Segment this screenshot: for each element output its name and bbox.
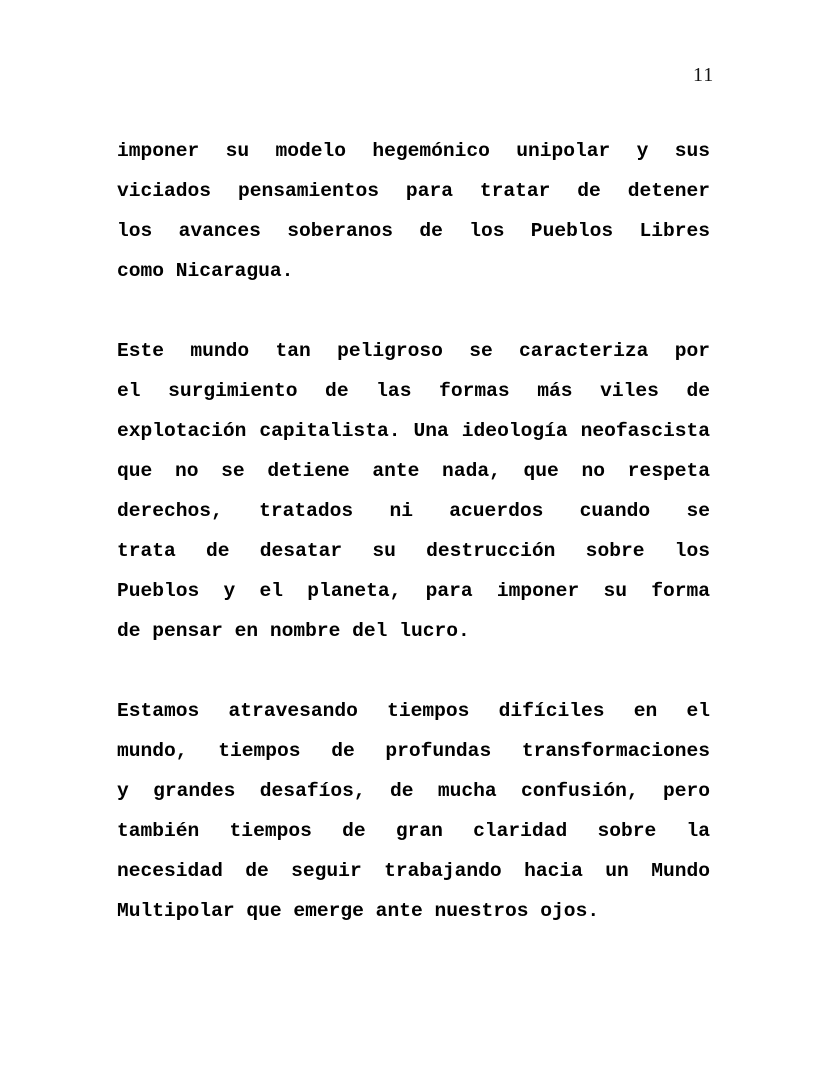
text-line: Multipolar que emerge ante nuestros ojos. bbox=[117, 900, 600, 922]
text-line: explotación capitalista. Una ideología neofascista bbox=[117, 420, 710, 442]
paragraph-3 bbox=[117, 691, 710, 931]
text-line: que no se detiene ante nada, que no respeta bbox=[117, 460, 710, 482]
text-line: el surgimiento de las formas más viles de bbox=[117, 380, 710, 402]
text-block bbox=[117, 131, 710, 971]
text-line: imponer su modelo hegemónico unipolar y sus bbox=[117, 140, 710, 162]
page-number: 11 bbox=[693, 64, 715, 86]
text-line: necesidad de seguir trabajando hacia un Mundo bbox=[117, 860, 710, 882]
text-line: y grandes desafíos, de mucha confusión, pero bbox=[117, 780, 710, 802]
text-line: Pueblos y el planeta, para imponer su forma bbox=[117, 580, 710, 602]
text-line: los avances soberanos de los Pueblos Libres bbox=[117, 220, 710, 242]
text-line: Estamos atravesando tiempos difíciles en el bbox=[117, 700, 710, 722]
text-line: también tiempos de gran claridad sobre la bbox=[117, 820, 710, 842]
text-line: trata de desatar su destrucción sobre los bbox=[117, 540, 710, 562]
text-line: Este mundo tan peligroso se caracteriza por bbox=[117, 340, 710, 362]
paragraph-1 bbox=[117, 131, 710, 291]
paragraph-2 bbox=[117, 331, 710, 651]
text-line: viciados pensamientos para tratar de detener bbox=[117, 180, 710, 202]
text-line: de pensar en nombre del lucro. bbox=[117, 620, 470, 642]
text-line: como Nicaragua. bbox=[117, 260, 294, 282]
text-line: derechos, tratados ni acuerdos cuando se bbox=[117, 500, 710, 522]
text-line: mundo, tiempos de profundas transformaciones bbox=[117, 740, 710, 762]
